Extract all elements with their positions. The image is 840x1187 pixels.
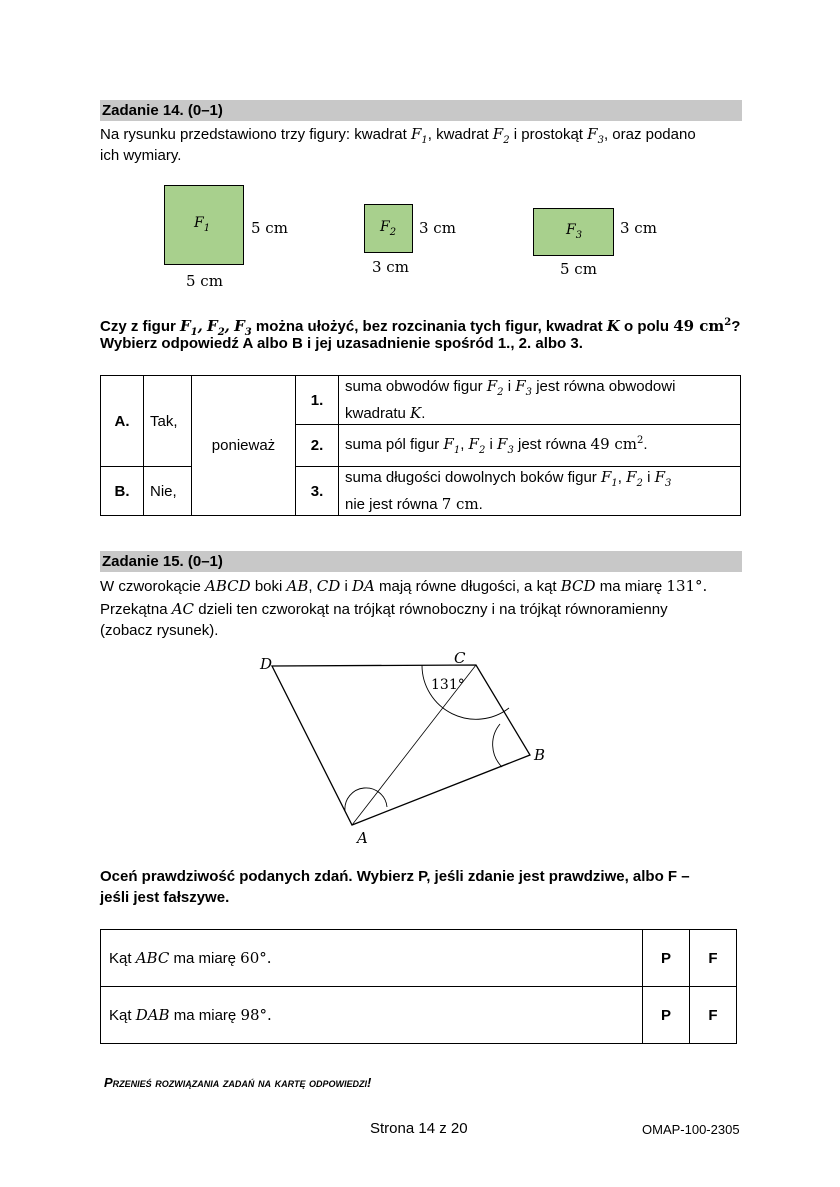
statement-1-text: Kąt ABC ma miarę 60°. xyxy=(101,930,643,987)
figure-f1-side: 5 cm xyxy=(251,219,288,237)
option-a-letter[interactable]: A. xyxy=(101,376,144,467)
page-number: Strona 14 z 20 xyxy=(370,1120,468,1137)
reason-2-number[interactable]: 2. xyxy=(296,425,339,467)
task14-question: Czy z figur $F_1$, $F_2$, $F_3$ można ułożyć, bez rozcinania tych figur, kwadrat K o polu 49 $cm^2$? xyxy=(100,317,741,338)
statement-1-true-option[interactable]: P xyxy=(643,930,690,987)
figure-f2-label: $F_2$ xyxy=(380,219,397,238)
figure-f1-bottom: 5 cm xyxy=(186,272,223,290)
quadrilateral-diagram xyxy=(250,648,560,848)
task14-header: Zadanie 14. (0–1) xyxy=(100,100,742,121)
because-cell: ponieważ xyxy=(192,376,296,516)
figure-f2-bottom: 3 cm xyxy=(372,258,409,276)
task15-text-line1: W czworokącie ABCD boki AB, CD i DA mają równe długości, a kąt BCD ma miarę 131°. xyxy=(100,577,708,595)
figure-f3-bottom: 5 cm xyxy=(560,260,597,278)
statement-2-true-option[interactable]: P xyxy=(643,987,690,1044)
task15-prompt-line1: Oceń prawdziwość podanych zdań. Wybierz P, jeśli zdanie jest prawdziwe, albo F – xyxy=(100,868,690,885)
task15-prompt-line2: jeśli jest fałszywe. xyxy=(100,889,230,906)
statement-row xyxy=(101,930,737,987)
vertex-d-label: D xyxy=(260,655,273,673)
vertex-c-label: C xyxy=(454,649,466,667)
task15-text-line3: (zobacz rysunek). xyxy=(100,622,219,639)
figure-f1-label: $F_1$ xyxy=(194,215,211,234)
figure-f2-side: 3 cm xyxy=(419,219,456,237)
task15-header: Zadanie 15. (0–1) xyxy=(100,551,742,572)
angle-arc-b xyxy=(493,724,502,767)
transfer-answers-note: Przenieś rozwiązania zadań na kartę odpowiedzi! xyxy=(104,1075,372,1090)
task14-instruction: Wybierz odpowiedź A albo B i jej uzasadnienie spośród 1., 2. albo 3. xyxy=(100,335,583,352)
option-a-text[interactable]: Tak, xyxy=(144,376,192,467)
figure-f3-label: $F_3$ xyxy=(566,222,583,241)
option-b-text[interactable]: Nie, xyxy=(144,467,192,516)
figure-f3-side: 3 cm xyxy=(620,219,657,237)
task15-text-line2: Przekątna AC dzieli ten czworokąt na trójkąt równoboczny i na trójkąt równoramienny xyxy=(100,600,668,618)
task14-intro-line1: Na rysunku przedstawiono trzy figury: kwadrat $F_1$, kwadrat $F_2$ i prostokąt $F_3$, oraz podano xyxy=(100,125,696,146)
statement-1-false-option[interactable]: F xyxy=(690,930,737,987)
angle-c-value: 131° xyxy=(431,677,465,693)
reason-1-text[interactable]: suma obwodów figur $F_2$ i $F_3$ jest równa obwodowi kwadratu K. xyxy=(339,376,741,425)
vertex-a-label: A xyxy=(357,829,368,847)
task14-intro-line2: ich wymiary. xyxy=(100,147,182,164)
reason-3-text[interactable]: suma długości dowolnych boków figur $F_1$, $F_2$ i $F_3$ nie jest równa 7 cm. xyxy=(339,467,741,516)
reason-3-number[interactable]: 3. xyxy=(296,467,339,516)
task15-statements-table xyxy=(100,929,737,1044)
statement-row xyxy=(101,987,737,1044)
quadrilateral-abcd xyxy=(272,665,530,825)
reason-2-text[interactable]: suma pól figur $F_1$, $F_2$ i $F_3$ jest równa 49 $cm^2$. xyxy=(339,425,741,467)
reason-1-number[interactable]: 1. xyxy=(296,376,339,425)
exam-code: OMAP-100-2305 xyxy=(642,1122,740,1137)
statement-2-text: Kąt DAB ma miarę 98°. xyxy=(101,987,643,1044)
option-b-letter[interactable]: B. xyxy=(101,467,144,516)
task14-answer-table xyxy=(100,375,741,516)
statement-2-false-option[interactable]: F xyxy=(690,987,737,1044)
vertex-b-label: B xyxy=(534,746,546,764)
